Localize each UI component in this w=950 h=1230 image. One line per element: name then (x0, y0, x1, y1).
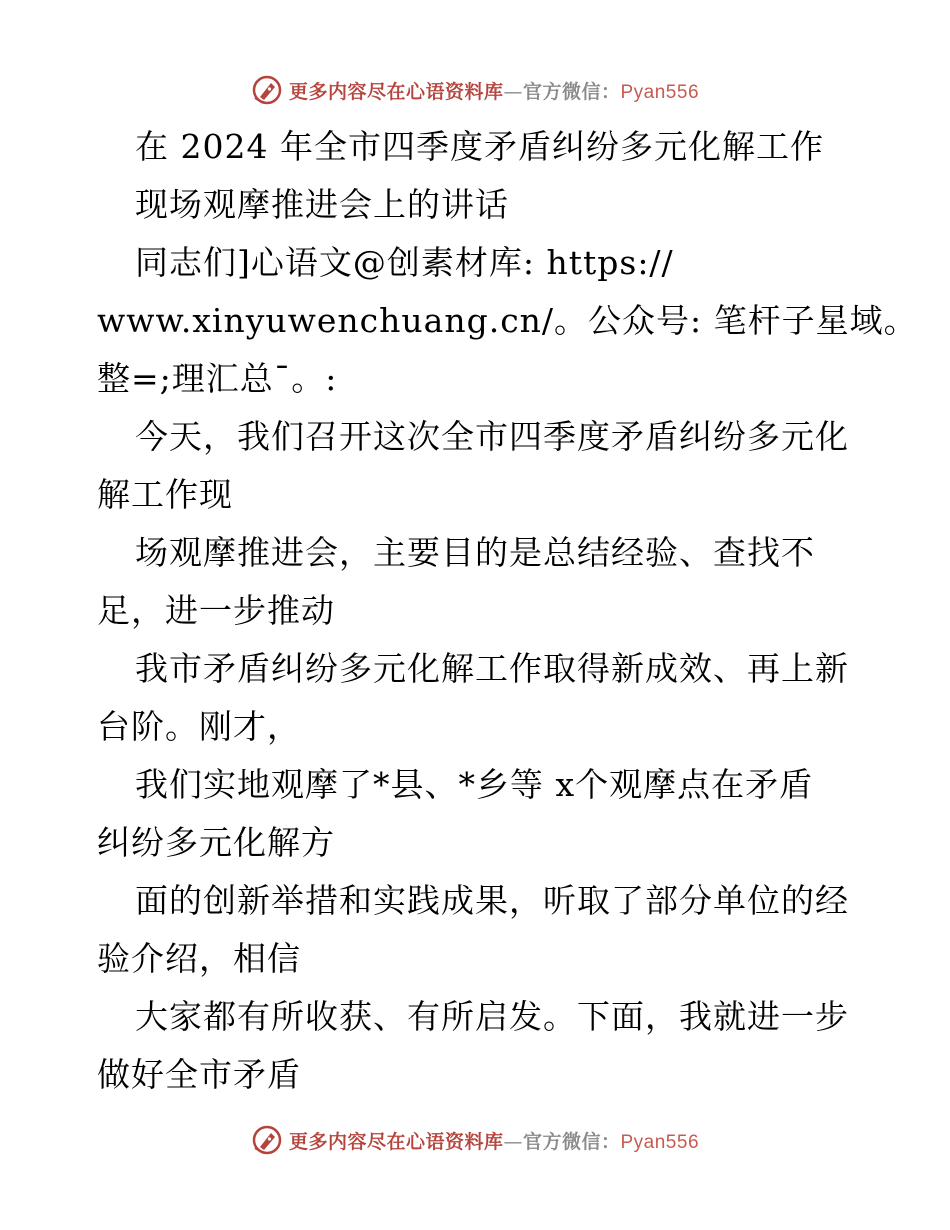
document-title-line-1: 在 2024 年全市四季度矛盾纠纷多元化解工作 (135, 127, 824, 166)
body-line: 我市矛盾纠纷多元化解工作取得新成效、再上新 (135, 649, 849, 688)
header-banner-separator: — (503, 80, 523, 103)
body-line: 同志们]心语文@创素材库: https:// (135, 243, 674, 282)
document-body (97, 118, 918, 1104)
body-line: 做好全市矛盾 (97, 1055, 301, 1094)
body-line: www.xinyuwenchuang.cn/。公众号: 笔杆子星域。 (97, 301, 918, 340)
body-line: 场观摩推进会，主要目的是总结经验、查找不 (135, 533, 815, 572)
pen-nib-logo-icon (251, 74, 283, 106)
header-banner-title: 更多内容尽在心语资料库 (288, 80, 504, 103)
body-line: 纠纷多元化解方 (97, 823, 335, 862)
body-line: 今天，我们召开这次全市四季度矛盾纠纷多元化 (135, 417, 849, 456)
footer-banner-text (289, 1127, 699, 1154)
body-line: 验介绍，相信 (97, 939, 301, 978)
document-title-line-2: 现场观摩推进会上的讲话 (135, 185, 509, 224)
footer-wechat-label: 官方微信： (522, 1130, 621, 1153)
body-line: 大家都有所收获、有所启发。下面，我就进一步 (135, 997, 849, 1036)
header-wechat-label: 官方微信： (522, 80, 621, 103)
body-line: 整=;理汇总¯。: (97, 359, 338, 398)
header-banner (0, 70, 950, 110)
header-wechat-id: Pyan556 (620, 81, 700, 103)
footer-wechat-id: Pyan556 (620, 1131, 700, 1153)
footer-banner-separator: — (503, 1130, 523, 1153)
body-line: 足，进一步推动 (97, 591, 335, 630)
body-line: 面的创新举措和实践成果，听取了部分单位的经 (135, 881, 849, 920)
footer-banner-title: 更多内容尽在心语资料库 (288, 1130, 504, 1153)
header-banner-text (289, 77, 699, 104)
body-line: 解工作现 (97, 475, 233, 514)
body-line: 我们实地观摩了*县、*乡等 x个观摩点在矛盾 (135, 765, 814, 804)
body-line: 台阶。刚才， (97, 707, 301, 746)
footer-banner (0, 1120, 950, 1160)
pen-nib-logo-icon (251, 1124, 283, 1156)
